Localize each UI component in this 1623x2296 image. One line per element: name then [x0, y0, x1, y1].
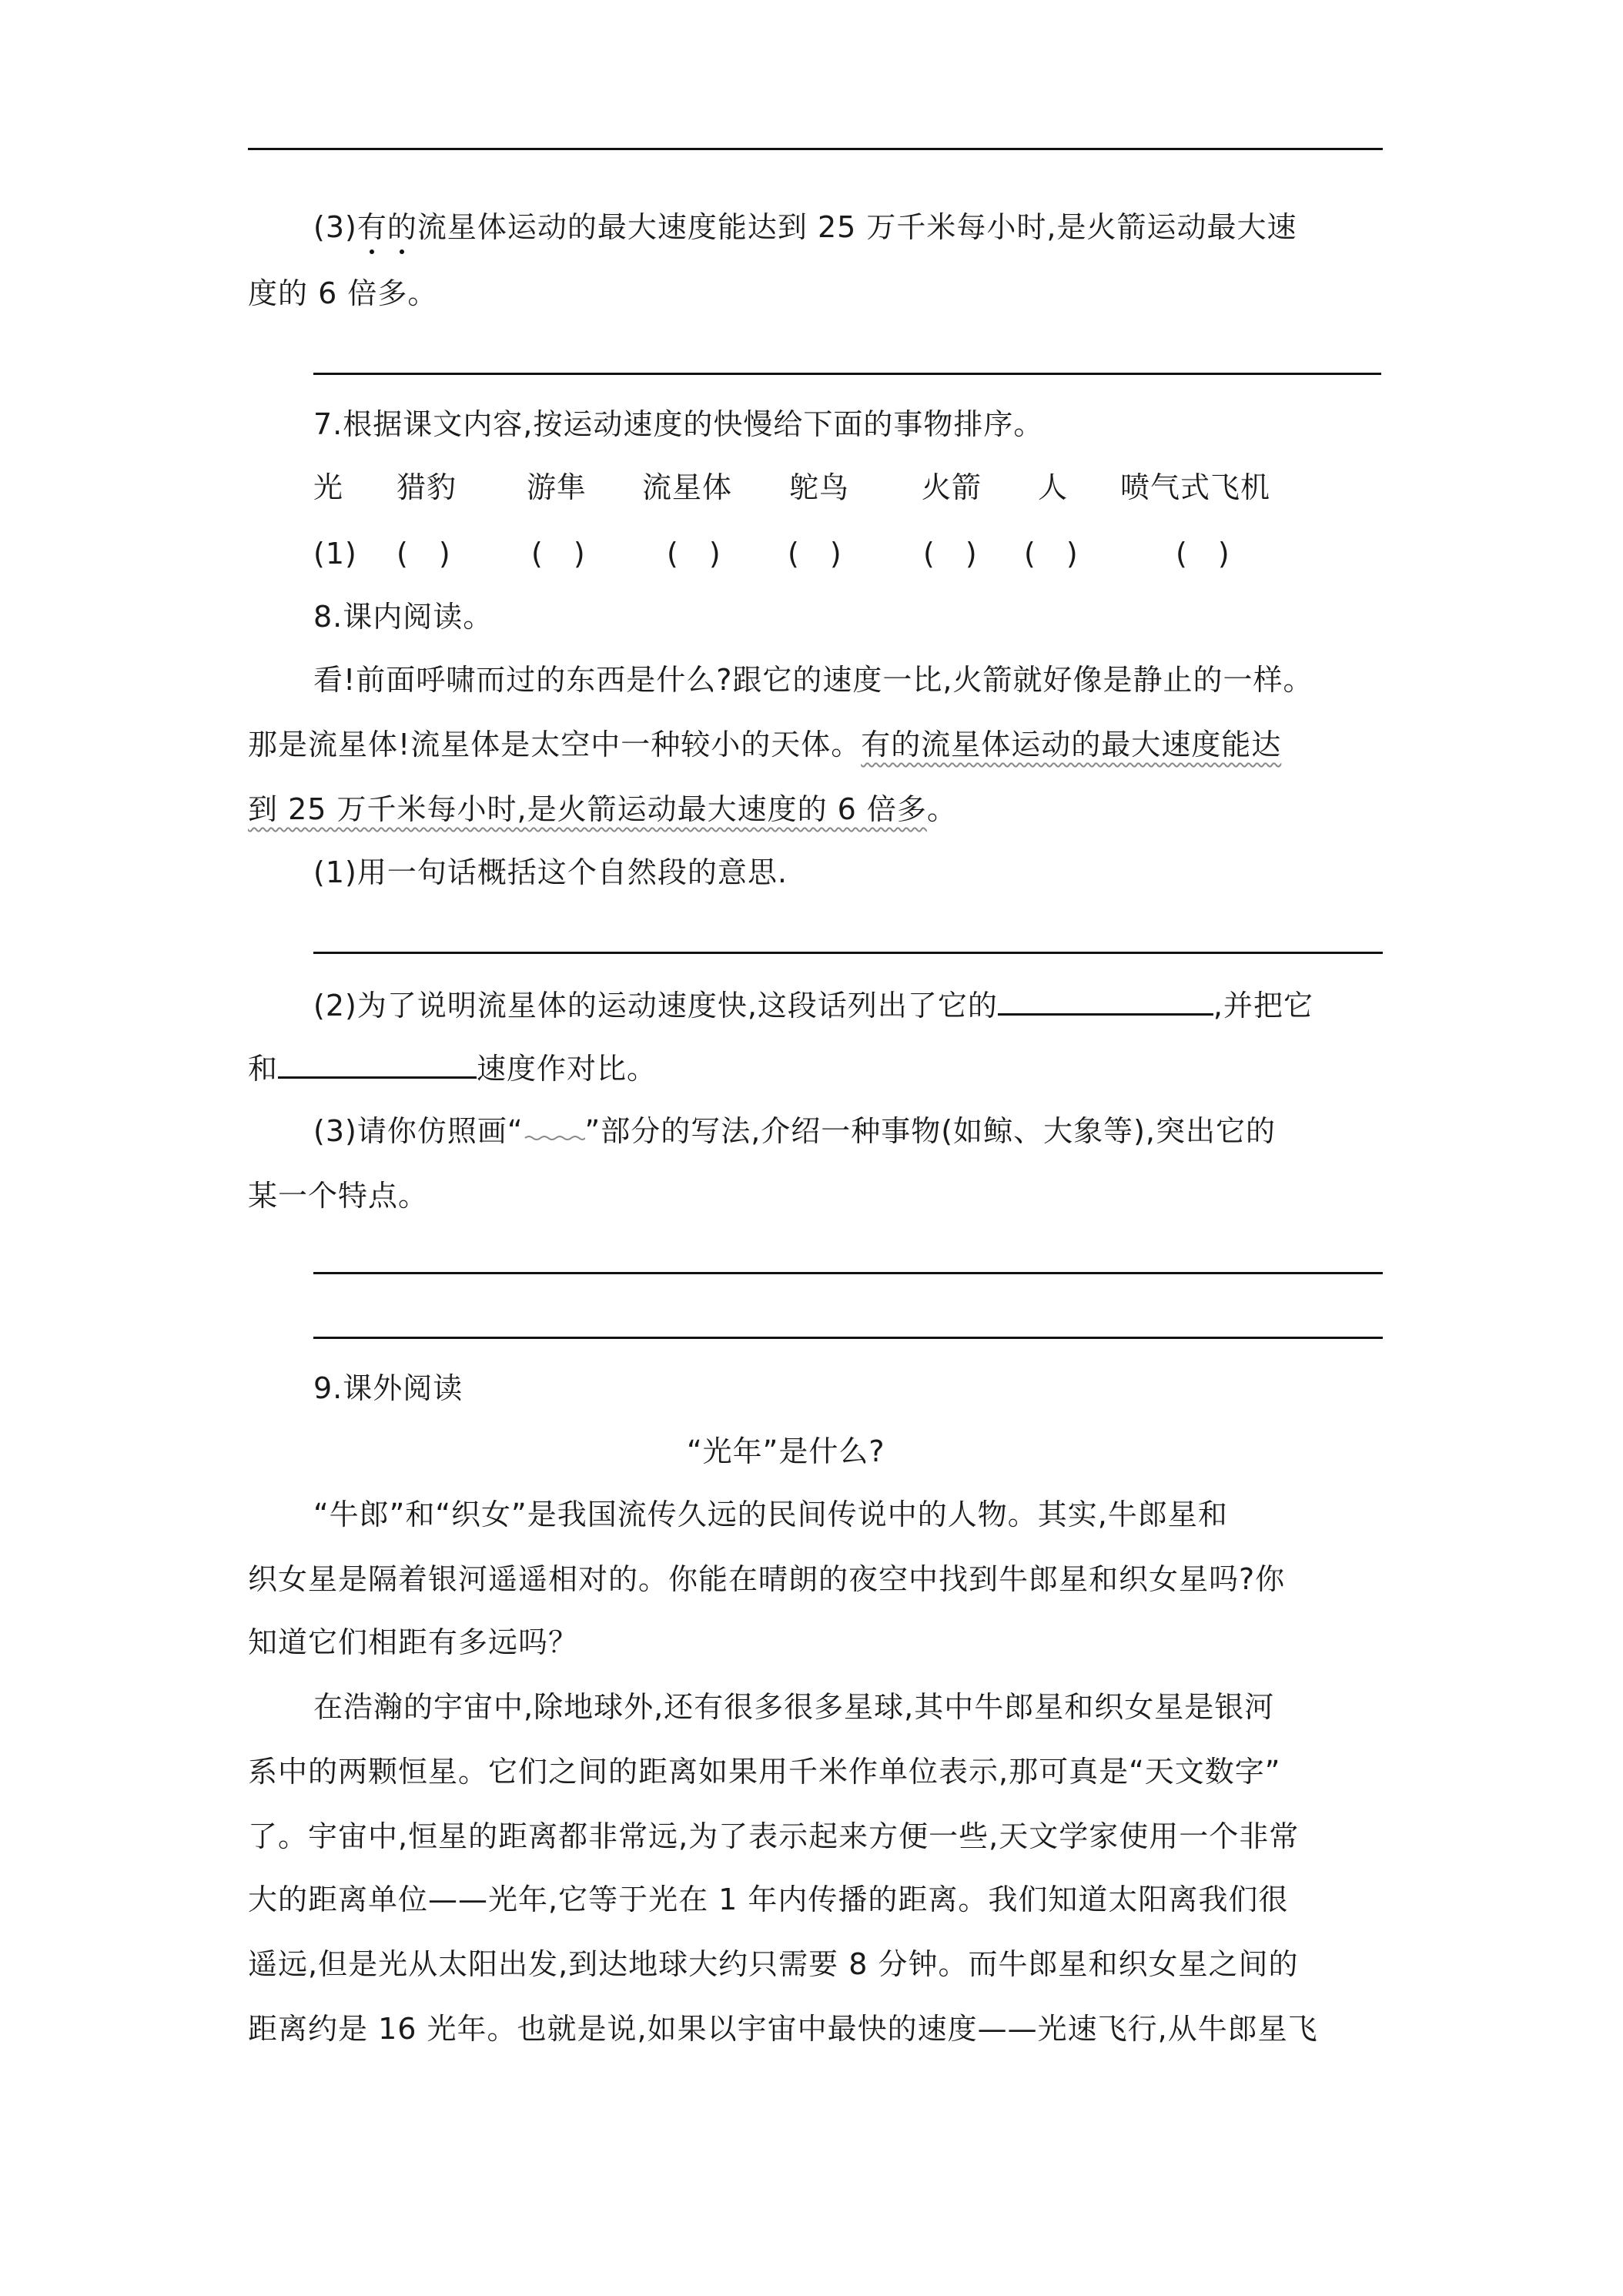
q7-item: 鸵鸟: [789, 470, 850, 504]
wavy-underline-sample-icon: [524, 1126, 585, 1141]
q6-3-text: 流星体运动的最大速度能达到 25 万千米每小时,是火箭运动最大速: [417, 210, 1297, 244]
q6-3-answer-line[interactable]: [313, 373, 1381, 375]
q8-sub3-answer-line-2[interactable]: [313, 1337, 1383, 1339]
q7-order-row: [0, 536, 1623, 571]
q9-paragraph-line: 织女星是隔着银河遥遥相对的。你能在晴朗的夜空中找到牛郎星和织女星吗?你: [248, 1562, 1286, 1596]
q7-items-row: [0, 470, 1623, 505]
q7-order-paren[interactable]: ( ): [923, 537, 978, 571]
q8-sub2-post: 速度作对比。: [477, 1052, 658, 1086]
q9-paragraph-line: 了。宇宙中,恒星的距离都非常远,为了表示起来方便一些,天文学家使用一个非常: [248, 1819, 1300, 1853]
q7-order-paren[interactable]: ( ): [788, 537, 842, 571]
q9-paragraph-line: 系中的两颗恒星。它们之间的距离如果用千米作单位表示,那可真是“天文数字”: [248, 1755, 1281, 1789]
q9-title: 9.课外阅读: [313, 1371, 463, 1405]
q8-sub2-blank-1[interactable]: [998, 986, 1213, 1016]
q8-sub3-line2: 某一个特点。: [248, 1179, 429, 1213]
q8-sub1-answer-line[interactable]: [313, 952, 1383, 954]
q7-item: 猎豹: [397, 470, 457, 504]
q8-passage-wavy-1: 有的流星体运动的最大速度能达: [861, 728, 1282, 761]
q9-paragraph-line: 大的距离单位——光年,它等于光在 1 年内传播的距离。我们知道太阳离我们很: [248, 1883, 1289, 1916]
q9-paragraph-line: “牛郎”和“织女”是我国流传久远的民间传说中的人物。其实,牛郎星和: [313, 1498, 1228, 1531]
q7-item: 游隼: [527, 470, 587, 504]
q8-passage-plain: 那是流星体!流星体是太空中一种较小的天体。: [248, 728, 862, 761]
q8-passage-line3: [248, 792, 957, 827]
q9-paragraph-line: 在浩瀚的宇宙中,除地球外,还有很多很多星球,其中牛郎星和织女星是银河: [313, 1690, 1275, 1724]
q7-item: 人: [1038, 470, 1069, 504]
q8-passage-line2: [248, 727, 1281, 762]
q8-sub3-line1: [313, 1113, 1276, 1149]
q7-item: 喷气式飞机: [1120, 470, 1271, 504]
q7-item: 光: [313, 470, 344, 504]
q9-article-title: “光年”是什么?: [687, 1434, 885, 1468]
q7-item: 流星体: [642, 470, 733, 504]
top-answer-line: [248, 148, 1383, 150]
q8-sub2-and: 和: [248, 1052, 279, 1086]
q8-title: 8.课内阅读。: [313, 600, 494, 634]
q9-paragraph-line: 知道它们相距有多远吗？: [248, 1625, 579, 1659]
q6-3-line2: 度的 6 倍多。: [248, 276, 438, 310]
q8-sub3-post: ”部分的写法,介绍一种事物(如鲸、大象等),突出它的: [584, 1114, 1277, 1148]
q8-sub1: (1)用一句话概括这个自然段的意思.: [313, 855, 788, 889]
q7-order-paren[interactable]: ( ): [1176, 537, 1230, 571]
dotted-char-2: 的: [387, 210, 417, 244]
q9-paragraph-line: 遥远,但是光从太阳出发,到达地球大约只需要 8 分钟。而牛郎星和织女星之间的: [248, 1947, 1299, 1981]
dotted-char-1: 有: [356, 210, 387, 244]
q8-sub3-answer-line-1[interactable]: [313, 1272, 1383, 1274]
q8-sub2-line1: [313, 986, 1313, 1023]
q8-sub3-pre: (3)请你仿照画“: [313, 1114, 524, 1148]
q7-order-paren[interactable]: ( ): [667, 537, 721, 571]
q9-paragraph-line: 距离约是 16 光年。也就是说,如果以宇宙中最快的速度——光速飞行,从牛郎星飞: [248, 2012, 1318, 2046]
q6-3-number: (3): [313, 210, 357, 244]
q8-passage-line1: 看!前面呼啸而过的东西是什么?跟它的速度一比,火箭就好像是静止的一样。: [313, 663, 1313, 697]
q8-sub2-line2: [248, 1049, 657, 1086]
q7-order-prefix: (1): [313, 537, 357, 571]
q8-passage-end: 。: [926, 792, 957, 826]
q7-order-paren[interactable]: ( ): [1024, 537, 1079, 571]
q7-order-paren[interactable]: ( ): [397, 537, 451, 571]
q6-3-line1: [313, 209, 1297, 245]
q8-sub2-text: (2)为了说明流星体的运动速度快,这段话列出了它的: [313, 989, 998, 1022]
q8-sub2-blank-2[interactable]: [278, 1049, 477, 1079]
q8-passage-wavy-2: 到 25 万千米每小时,是火箭运动最大速度的 6 倍多: [248, 792, 927, 826]
q8-sub2-mid: ,并把它: [1213, 989, 1314, 1022]
q7-order-paren[interactable]: ( ): [531, 537, 586, 571]
q7-prompt: 7.根据课文内容,按运动速度的快慢给下面的事物排序。: [313, 407, 1044, 441]
q7-item: 火箭: [922, 470, 982, 504]
